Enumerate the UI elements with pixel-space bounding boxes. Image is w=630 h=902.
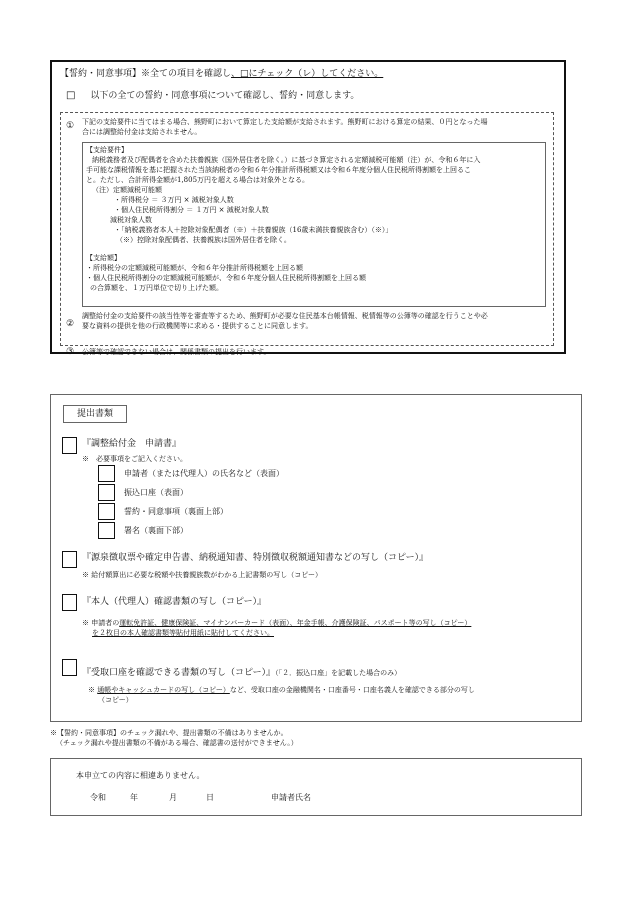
doc1-sub4-checkbox[interactable] (98, 522, 115, 539)
doc1-sub2-checkbox[interactable] (98, 484, 115, 501)
doc4-checkbox[interactable] (62, 659, 77, 676)
item2-number: ② (66, 319, 75, 329)
item3-text: 公簿等で確認できない場合は、関係書類の提出を行います。 (82, 348, 271, 356)
doc1-sub2-label: 振込口座（表面） (124, 488, 188, 497)
agreement-check-row[interactable]: □ 以下の全ての誓約・同意事項について確認し、誓約・同意します。 (66, 90, 360, 101)
amount-title: 【支給額】 (86, 254, 121, 262)
confirmation-box (50, 758, 582, 816)
doc4-title: 『受取口座を確認できる書類の写し（コピー）』（「２．振込口座」を記載した場合のみ） (82, 668, 402, 678)
documents-title: 提出書類 (63, 405, 127, 423)
doc1-title: 『調整給付金 申請書』 (82, 439, 182, 449)
date-day: 日 (206, 793, 214, 802)
requirements-content: 【支給要件】 納税義務者及び配偶者を含めた扶養親族（国外居住者を除く。）に基づき算定される定額減税可能額（注）が、令和６年に入 手可能な課税情報を基に把握された当該納税者の令和６年分推計所得税額又は令和６年度分個人住民税所得割額を上回るこ と。ただし、合計所得金額が1,805万円を超える場合は対象外となる。 （注）定額減税可能額 ・所得税分 ＝ ３万円 × 減税対象人数 ・個人住民税所得割分 ＝ １万円 × 減税対象人数 減税対象人数 ・「納税義務者本人＋控除対象配偶者（※）＋扶養親族（16歳未満扶養親族含む）（※）」 （※）控除対象配偶者、扶養親族は国外居住者を除く。 【支給額】 ・所得税分の定額減税可能額が、令和６年分推計所得税額を上回る額 ・個人住民税所得割分の定額減税可能額が、令和６年度分個人住民税所得割額を上回る額 の合算額を、１万円単位で切り上げた額。 (86, 146, 481, 292)
doc2-note: ※ 給付額算出に必要な税額や扶養親族数がわかる上記書類の写し（コピー） (82, 571, 322, 579)
footer-warning: ※【誓約・同意事項】のチェック漏れや、提出書類の不備はありませんか。 （チェック漏れや提出書類の不備がある場合、確認書の送付ができません。） (50, 729, 298, 747)
item1-text: 下記の支給要件に当てはまる場合、熊野町において算定した支給額が支給されます。熊野町における算定の結果、０円となった場 合には調整給付金は支給されません。 (82, 118, 488, 136)
date-year: 年 (130, 793, 138, 802)
date-era: 令和 (90, 793, 106, 802)
item2-text: 調整給付金の支給要件の該当性等を審査等するため、熊野町が必要な住民基本台帳情報、税情報等の公簿等の確認を行うことや必 要な資料の提供を他の行政機関等に求める・提供することに同意します。 (82, 312, 488, 330)
doc1-sub1-checkbox[interactable] (98, 465, 115, 482)
doc1-sub3-label: 誓約・同意事項（裏面上部） (124, 507, 228, 516)
applicant-name-label: 申請者氏名 (271, 793, 311, 802)
doc1-checkbox[interactable] (62, 437, 77, 454)
item3-number: ③ (66, 347, 75, 357)
doc2-title: 『源泉徴収票や確定申告書、納税通知書、特別徴収税額通知書などの写し（コピー）』 (82, 553, 429, 563)
doc1-sub4-label: 署名（裏面下部） (124, 526, 188, 535)
date-month: 月 (169, 793, 177, 802)
doc2-checkbox[interactable] (62, 551, 77, 568)
requirements-title: 【支給要件】 (86, 146, 128, 154)
agreement-heading: 【誓約・同意事項】※全ての項目を確認し、□にチェック（レ）してください。 (60, 69, 384, 79)
doc1-sub3-checkbox[interactable] (98, 503, 115, 520)
doc1-note: ※ 必要事項をご記入ください。 (82, 455, 187, 463)
confirmation-text: 本申立ての内容に相違ありません。 (76, 771, 205, 780)
item1-number: ① (66, 121, 75, 131)
doc3-note: ※ 申請者の運転免許証、健康保険証、マイナンバーカード（表面）、年金手帳、介護保険証、パスポート等の写し（コピー） を２枚目の本人確認書類等貼付用紙に貼付してください。 (82, 619, 472, 637)
agreement-checkbox[interactable]: □ (66, 90, 76, 101)
doc3-checkbox[interactable] (62, 594, 77, 611)
doc4-note: ※ 通帳やキャッシュカードの写し（コピー）など、受取口座の金融機関名・口座番号・口座名義人を確認できる部分の写し （コピー） (88, 686, 475, 704)
doc1-sub1-label: 申請者（または代理人）の氏名など（表面） (124, 469, 284, 478)
doc3-title: 『本人（代理人）確認書類の写し（コピー）』 (82, 597, 267, 607)
